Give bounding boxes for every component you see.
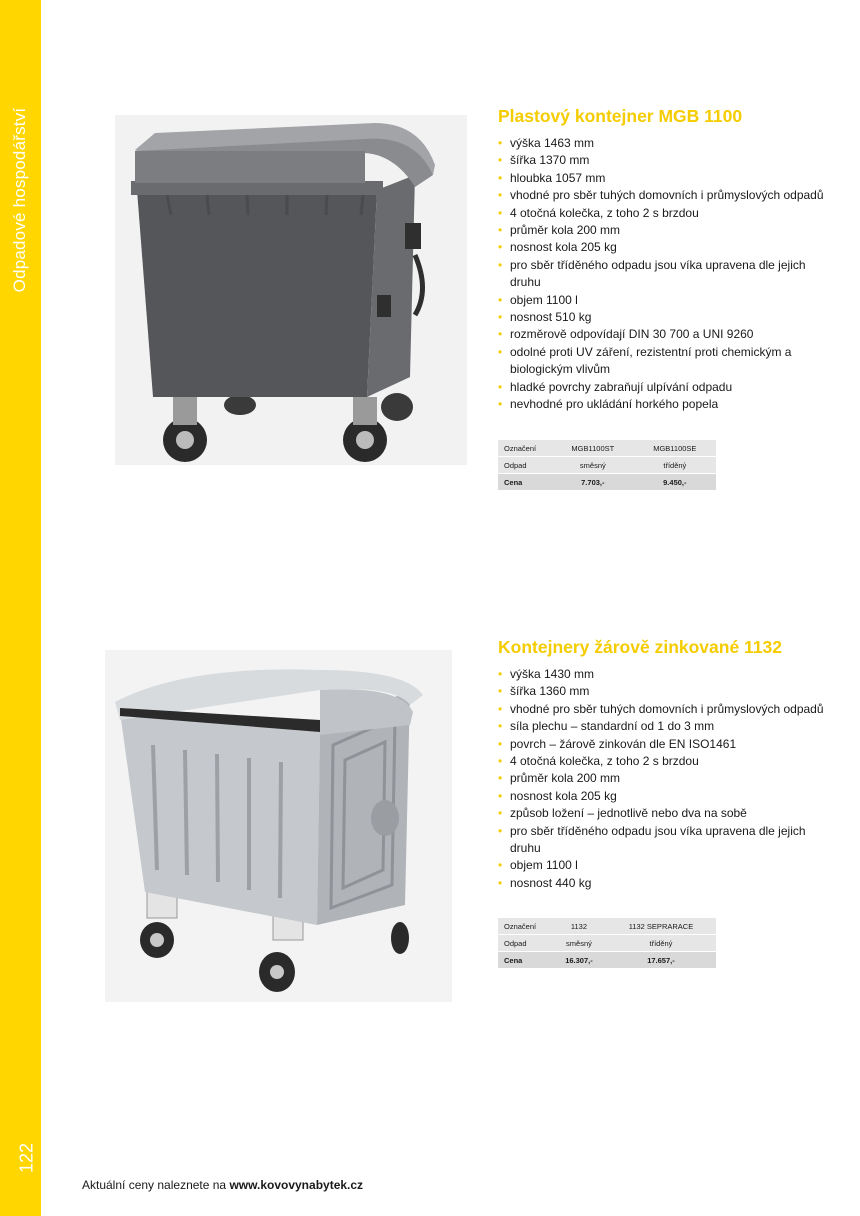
table-cell: 9.450,- — [634, 474, 716, 490]
spec-item: • pro sběr tříděného odpadu jsou víka upravena dle jejich druhu — [498, 257, 828, 292]
spec-list — [498, 666, 828, 892]
spec-item: • nosnost kola 205 kg — [498, 239, 828, 256]
table-cell: Odpad — [498, 457, 552, 473]
website-link[interactable]: www.kovovynabytek.cz — [229, 1178, 364, 1192]
price-table — [498, 917, 716, 969]
spec-item: • nosnost kola 205 kg — [498, 788, 828, 805]
spec-item: • odolné proti UV záření, rezistentní proti chemickým a biologickým vlivům — [498, 344, 828, 379]
table-cell: Odpad — [498, 935, 552, 951]
product-title: Plastový kontejner MGB 1100 — [498, 106, 743, 126]
spec-item: • 4 otočná kolečka, z toho 2 s brzdou — [498, 205, 828, 222]
section-title: Odpadové hospodářství — [10, 107, 29, 293]
price-table — [498, 439, 716, 491]
spec-item: • síla plechu – standardní od 1 do 3 mm — [498, 718, 828, 735]
spec-item: • 4 otočná kolečka, z toho 2 s brzdou — [498, 753, 828, 770]
table-cell: 7.703,- — [552, 474, 634, 490]
sidebar — [0, 0, 41, 1216]
table-cell: 17.657,- — [606, 952, 716, 968]
price-table-header — [498, 440, 716, 456]
spec-item: • rozměrově odpovídají DIN 30 700 a UNI 9260 — [498, 326, 828, 343]
table-row — [498, 935, 716, 951]
spec-item: • nosnost 440 kg — [498, 875, 828, 892]
table-cell: tříděný — [606, 935, 716, 951]
spec-item: • hladké povrchy zabraňují ulpívání odpadu — [498, 379, 828, 396]
table-row — [498, 952, 716, 968]
product-title: Kontejnery žárově zinkované 1132 — [498, 637, 783, 657]
table-cell: 1132 — [552, 918, 606, 934]
table-cell: MGB1100SE — [634, 440, 716, 456]
spec-item: • nevhodné pro ukládání horkého popela — [498, 396, 828, 413]
spec-item: • hloubka 1057 mm — [498, 170, 828, 187]
table-cell: tříděný — [634, 457, 716, 473]
spec-item: • nosnost 510 kg — [498, 309, 828, 326]
table-cell: směsný — [552, 935, 606, 951]
spec-item: • výška 1430 mm — [498, 666, 828, 683]
product-image-galvanized-container — [105, 650, 452, 1002]
spec-item: • objem 1100 l — [498, 857, 828, 874]
spec-item: • vhodné pro sběr tuhých domovních i průmyslových odpadů — [498, 701, 828, 718]
table-row — [498, 457, 716, 473]
table-row — [498, 474, 716, 490]
spec-item: • průměr kola 200 mm — [498, 770, 828, 787]
spec-list — [498, 135, 828, 414]
spec-item: • šířka 1370 mm — [498, 152, 828, 169]
spec-item: • vhodné pro sběr tuhých domovních i průmyslových odpadů — [498, 187, 828, 204]
footer-text: Aktuální ceny naleznete na — [82, 1178, 230, 1192]
table-cell: Označení — [498, 440, 552, 456]
table-cell: Cena — [498, 952, 552, 968]
product-image-plastic-container — [115, 115, 467, 465]
table-cell: 16.307,- — [552, 952, 606, 968]
table-cell: Označení — [498, 918, 552, 934]
price-table-header — [498, 918, 716, 934]
spec-item: • průměr kola 200 mm — [498, 222, 828, 239]
table-cell: směsný — [552, 457, 634, 473]
spec-item: • šířka 1360 mm — [498, 683, 828, 700]
table-cell: Cena — [498, 474, 552, 490]
spec-item: • objem 1100 l — [498, 292, 828, 309]
footer — [82, 1178, 363, 1192]
spec-item: • výška 1463 mm — [498, 135, 828, 152]
spec-item: • způsob ložení – jednotlivě nebo dva na sobě — [498, 805, 828, 822]
table-cell: MGB1100ST — [552, 440, 634, 456]
table-cell: 1132 SEPRARACE — [606, 918, 716, 934]
spec-item: • povrch – žárově zinkován dle EN ISO1461 — [498, 736, 828, 753]
page-number: 122 — [16, 1142, 37, 1174]
spec-item: • pro sběr tříděného odpadu jsou víka upravena dle jejich druhu — [498, 823, 828, 858]
